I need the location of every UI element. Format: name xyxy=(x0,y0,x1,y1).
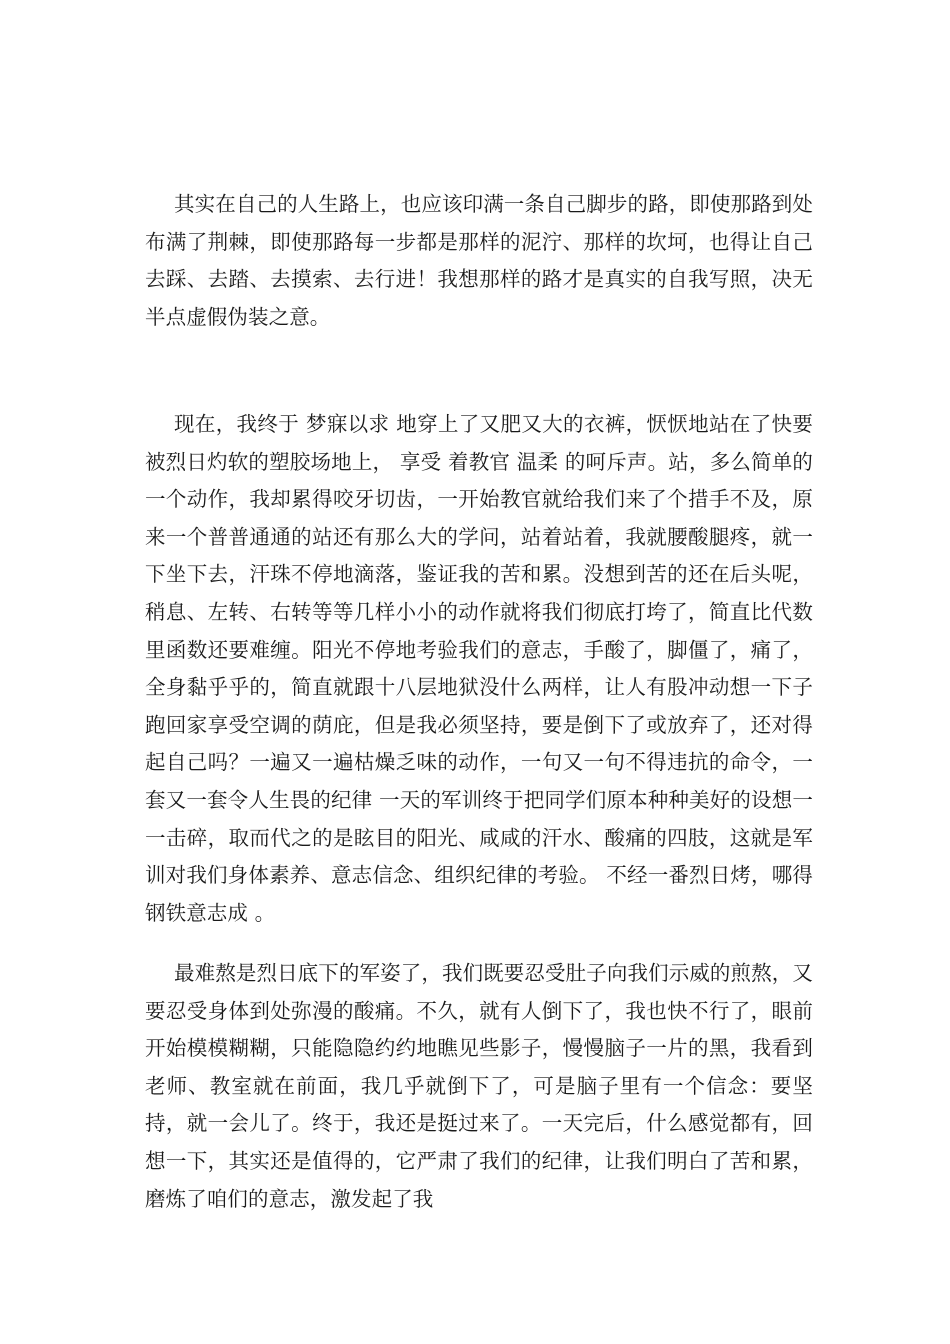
paragraph-2: 现在，我终于 梦寐以求 地穿上了又肥又大的衣裤，恹恹地站在了快要被烈日灼软的塑胶场地上， 享受 着教官 温柔 的呵斥声。站，多么简单的一个动作，我却累得咬牙切齿，一开始教官就给我们来了个措手不及，原来一个普普通通的站还有那么大的学问，站着站着，我就腰酸腿疼，就一下坐下去，汗珠不停地滴落，鉴证我的苦和累。没想到苦的还在后头呢，稍息、左转、右转等等几样小小的动作就将我们彻底打垮了，简直比代数里函数还要难缠。阳光不停地考验我们的意志，手酸了，脚僵了，痛了，全身黏乎乎的，简直就跟十八层地狱没什么两样，让人有股冲动想一下子跑回家享受空调的荫庇，但是我必须坚持，要是倒下了或放弃了，还对得起自己吗？一遍又一遍枯燥乏味的动作，一句又一句不得违抗的命令，一套又一套令人生畏的纪律 一天的军训终于把同学们原本种种美好的设想一一击碎，取而代之的是眩目的阳光、咸咸的汗水、酸痛的四肢，这就是军训对我们身体素养、意志信念、组织纪律的考验。 不经一番烈日烤，哪得钢铁意志成 。 xyxy=(145,412,813,925)
paragraph-1: 其实在自己的人生路上，也应该印满一条自己脚步的路，即使那路到处布满了荆棘，即使那路每一步都是那样的泥泞、那样的坎坷，也得让自己去踩、去踏、去摸索、去行进！我想那样的路才是真实的自我写照，决无半点虚假伪装之意。 xyxy=(145,192,813,329)
paragraph-3: 最难熬是烈日底下的军姿了，我们既要忍受肚子向我们示威的煎熬，又要忍受身体到处弥漫的酸痛。不久，就有人倒下了，我也快不行了，眼前开始模模糊糊，只能隐隐约约地瞧见些影子，慢慢脑子一片的黑，我看到老师、教室就在前面，我几乎就倒下了，可是脑子里有一个信念：要坚持，就一会儿了。终于，我还是挺过来了。一天完后，什么感觉都有，回想一下，其实还是值得的，它严肃了我们的纪律，让我们明白了苦和累，磨炼了咱们的意志，激发起了我 xyxy=(145,961,813,1211)
